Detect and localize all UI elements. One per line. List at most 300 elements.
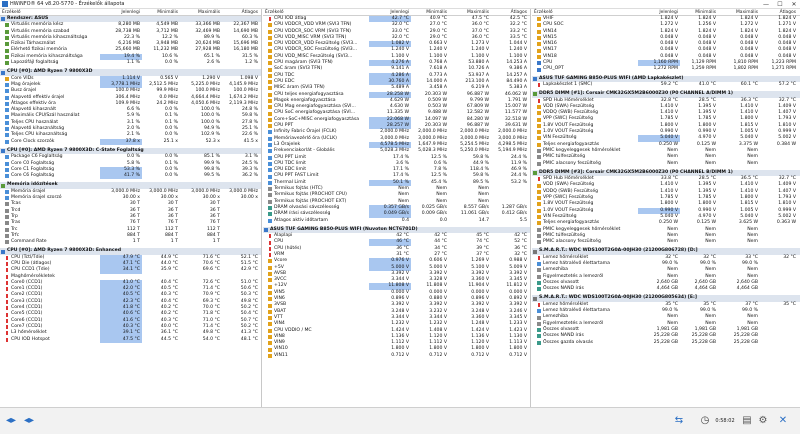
thermometer-icon — [6, 256, 8, 260]
max-value: 99.0 % — [741, 260, 758, 266]
current-value: Nem — [398, 198, 409, 204]
min-value: 0.503 W — [427, 104, 447, 110]
avg-value: 32 °C — [783, 254, 796, 260]
title-bar — [0, 0, 800, 9]
header-current[interactable]: Jelenlegi — [659, 10, 678, 15]
current-value: 1.1 % — [126, 60, 140, 66]
max-value: 11.904 V — [468, 283, 489, 289]
avg-value: 3.1 % — [244, 154, 258, 160]
avg-value: 11.577 W — [504, 110, 527, 116]
voltage-icon — [537, 36, 541, 40]
sensor-label: Memória időzítések — [7, 182, 58, 188]
voltage-icon — [268, 310, 272, 314]
sensor-label: CPU CCD1 (Tdie) — [11, 267, 50, 273]
min-value: 12.5 % — [430, 173, 447, 179]
min-value: 4.970 V — [698, 135, 716, 141]
clock-icon — [5, 96, 9, 100]
min-value: 42 °C — [434, 233, 447, 239]
sensor-label: VTT — [274, 314, 283, 320]
sensor-name-cell — [532, 286, 638, 292]
header-max[interactable]: Maximális — [467, 10, 489, 15]
current-value: 0.990 V — [660, 129, 678, 135]
min-value: 1.120 V — [429, 333, 447, 339]
min-value: 99.9 MHz — [156, 88, 178, 94]
header-min[interactable]: Minimális — [426, 10, 447, 15]
max-value: 1.273 V — [471, 41, 489, 47]
avg-value: 0.048 V — [778, 34, 796, 40]
sensor-label: ASUS TUF GAMING B850-PLUS WIFI (Nuvoton NCT6701D) — [270, 226, 418, 232]
header-current[interactable]: Jelenlegi — [390, 10, 409, 15]
motherboard-icon — [264, 228, 268, 232]
min-value: Nem — [705, 232, 716, 238]
current-value: 28,738 MB — [115, 28, 140, 34]
max-value: 4,050.6 MHz — [191, 100, 220, 106]
max-value: 12.582 W — [466, 110, 489, 116]
sensor-row[interactable] — [263, 353, 530, 359]
voltage-icon — [268, 23, 272, 27]
max-value: 2,640 GB — [736, 279, 758, 285]
max-value: 3.360 V — [471, 314, 489, 320]
header-min[interactable]: Minimális — [695, 10, 716, 15]
max-value: 0.048 V — [740, 34, 758, 40]
network-icon[interactable]: ⇆ — [674, 415, 684, 426]
sensor-row[interactable] — [532, 161, 800, 167]
sensor-label: Lemez hátralévő élettartama — [543, 260, 610, 266]
avg-value: 1.233 V — [509, 321, 527, 327]
status-icon — [537, 322, 541, 326]
max-value: Nem — [747, 147, 758, 153]
thermometer-icon — [538, 256, 540, 260]
usage-icon — [268, 156, 272, 160]
thermometer-icon — [6, 262, 8, 266]
status-icon — [537, 240, 541, 244]
sensor-label: Lapozófájl foglaltság — [11, 60, 59, 66]
sensor-label: +12V — [274, 283, 287, 289]
sensor-label: Lemezhiba — [543, 267, 568, 273]
max-value: 884 T — [206, 232, 220, 238]
sensor-label: CPU Mag energiafogyasztása (SVI... — [274, 104, 356, 110]
current-value: 4.276 A — [369, 60, 411, 66]
voltage-icon — [537, 130, 541, 134]
current-value: 1.100 V — [391, 53, 409, 59]
avg-value: 1.130 V — [509, 333, 527, 339]
sensor-label: VDD (SWA) Feszültség — [543, 182, 595, 188]
thermometer-icon — [6, 331, 8, 335]
current-value: 0.0 % — [126, 154, 140, 160]
min-value: 36.1 °C — [160, 330, 178, 336]
thermometer-icon — [269, 241, 271, 245]
current-value: 0.712 V — [391, 352, 409, 358]
memory-icon — [5, 23, 9, 27]
max-value: 100.0 % — [201, 107, 220, 113]
min-value: 0.773 A — [429, 72, 447, 78]
status-icon — [537, 155, 541, 159]
max-value: Nem — [747, 267, 758, 273]
sensor-label: VIN18 — [543, 53, 557, 59]
sensor-label: Átlagos effektív óra — [11, 100, 56, 106]
min-value: 1,981 GB — [694, 326, 716, 332]
sensor-label: CPU magáram (SVI3 TFN) — [274, 60, 333, 66]
min-value: 28.5 °C — [698, 176, 716, 182]
sensor-label: Thermal Limit — [274, 179, 306, 185]
max-value: 5,250.0 MHz — [460, 148, 489, 154]
sensor-label: CPU SOC — [543, 22, 564, 28]
voltage-icon — [268, 304, 272, 308]
current-value: 100.0 MHz — [115, 88, 140, 94]
avg-value: 0.048 V — [778, 47, 796, 53]
current-value: Nem — [667, 273, 678, 279]
max-value: 3.392 V — [471, 270, 489, 276]
sensor-label: Termikus fojtás (HTC) — [274, 186, 323, 192]
avg-value: 1.423 V — [509, 327, 527, 333]
avg-value: 3,000.0 MHz — [498, 135, 527, 141]
current-value: 39.1 °C — [100, 330, 142, 336]
min-value: 0.712 V — [429, 352, 447, 358]
thermometer-icon — [6, 306, 8, 310]
sensor-label: Figyelmeztetés a lemezről — [543, 273, 604, 279]
app-icon — [2, 1, 8, 7]
timing-icon — [5, 240, 9, 244]
avg-value: 31.5 % — [241, 53, 258, 59]
avg-value: 0.999 V — [778, 129, 796, 135]
max-value: 1.120 V — [471, 340, 489, 346]
header-min[interactable]: Minimális — [157, 10, 178, 15]
current-value: 0.048 V — [660, 34, 678, 40]
sensor-row[interactable] — [263, 218, 530, 224]
sensor-panel-1[interactable] — [0, 9, 262, 407]
min-value: 99.0 % — [699, 260, 716, 266]
max-value: 85.1 % — [203, 154, 220, 160]
avg-value: 9.386 A — [509, 66, 527, 72]
thermometer-icon — [269, 253, 271, 257]
sensor-panel-2[interactable] — [263, 9, 531, 407]
column-header — [532, 9, 800, 16]
avg-value: 52 °C — [514, 239, 527, 245]
sensor-row[interactable] — [0, 337, 261, 343]
sensor-row[interactable] — [532, 82, 800, 88]
min-value: 41.0 °C — [698, 81, 716, 87]
min-value: 10.6 % — [161, 53, 178, 59]
voltage-icon — [537, 42, 541, 46]
cpu-icon — [1, 149, 5, 153]
sensor-label: 3VCC — [274, 277, 287, 283]
transfer-icon — [537, 328, 541, 332]
avg-value: 50.6 °C — [240, 286, 258, 292]
avg-value: 1.810 V — [778, 201, 796, 207]
nav-left-icon[interactable]: ◂▸ — [5, 415, 17, 426]
avg-value: 0.412 GB/s — [501, 211, 527, 217]
header-avg[interactable]: Átlagos — [510, 10, 527, 15]
sensor-row[interactable] — [532, 66, 800, 72]
max-value: 1.410 V — [740, 110, 758, 116]
max-value: 94.9 % — [203, 126, 220, 132]
avg-value: 52.1 °C — [240, 254, 258, 260]
sensor-label: Összes olvasott — [543, 326, 579, 332]
current-value: 1.112 V — [391, 340, 409, 346]
min-value: 1.395 V — [698, 182, 716, 188]
min-value: 0.565 V — [160, 75, 178, 81]
thermometer-icon — [6, 294, 8, 298]
current-value: 25,228 GB — [653, 333, 678, 339]
max-value: 99.0 % — [741, 308, 758, 314]
current-value: 1.800 V — [660, 122, 678, 128]
sensor-label: Core6 (CCD1) — [11, 317, 43, 323]
max-value: 36.0 °C — [471, 34, 489, 40]
current-value: 22.3 % — [123, 34, 140, 40]
minimize-button[interactable]: — — [763, 1, 769, 8]
avg-value: 3.392 V — [509, 270, 527, 276]
avg-value: 22.6 % — [241, 132, 258, 138]
max-value: 74 °C — [476, 239, 489, 245]
usage-icon — [268, 162, 272, 166]
min-value: 1.785 V — [698, 116, 716, 122]
current-value: 41.7 % — [100, 173, 142, 179]
column-header — [0, 9, 261, 16]
avg-value: 50.4 °C — [240, 311, 258, 317]
avg-value: 1.098 V — [240, 75, 258, 81]
avg-value: 1.287 GB/s — [501, 204, 527, 210]
current-value: 2,000.0 MHz — [380, 129, 409, 135]
sensor-name-cell — [532, 340, 638, 346]
current-value: 4.630 W — [389, 104, 409, 110]
min-value: 1.100 V — [429, 53, 447, 59]
current-value: 11.808 V — [369, 283, 411, 289]
voltage-icon — [268, 259, 272, 263]
sensor-label: CPU IOD átlag — [274, 16, 307, 21]
sensor-label: DDR5 DIMM [#1]: Corsair CMK32GX5M2B6000Z30 (P0 CHANNEL A/DIMM 1) — [539, 91, 733, 97]
sensor-row[interactable] — [532, 239, 800, 245]
sensor-label: Core C0 Foglaltság — [11, 160, 55, 166]
min-value: 44 °C — [434, 239, 447, 245]
sensor-label: Memória órajel szorzó — [11, 195, 62, 201]
min-value: 24.2 MHz — [156, 100, 178, 106]
current-icon — [268, 80, 272, 84]
current-value: Nem — [667, 160, 678, 166]
sensor-label: Alapvető kihasználtság — [11, 126, 65, 132]
max-value: 60.1 °C — [740, 81, 758, 87]
sensor-label: Core4 (CCD1) — [11, 305, 43, 311]
sensor-label: CPU TDC — [274, 72, 295, 78]
sensor-label: Lemez hátralévő élettartama — [543, 308, 610, 314]
min-value: 40.3 °C — [160, 292, 178, 298]
current-value: 5.8 % — [126, 160, 140, 166]
status-icon — [268, 200, 272, 204]
sensor-row[interactable] — [532, 286, 800, 292]
transfer-icon — [537, 281, 541, 285]
max-value: 8.557 GB/s — [463, 204, 489, 210]
max-value: 2,000.0 MHz — [460, 129, 489, 135]
max-value: 20,624 MB — [195, 41, 220, 47]
current-value: 47.5 °C — [100, 337, 142, 343]
max-value: 30.00 x — [202, 195, 220, 201]
power-icon — [268, 112, 272, 116]
max-value: 1.800 V — [471, 346, 489, 352]
sensor-label: +5V — [274, 264, 284, 270]
nav-right-icon[interactable]: ◂▸ — [23, 415, 35, 426]
sensor-label: Core VIDs — [11, 75, 34, 81]
min-value: 9.488 W — [427, 110, 447, 116]
memory-icon — [533, 92, 537, 96]
sensor-label: VHIF — [543, 16, 554, 21]
header-avg[interactable]: Átlagos — [241, 10, 258, 15]
current-value: 0.357 GB/s — [369, 205, 411, 211]
sensor-row[interactable] — [0, 239, 261, 245]
current-value: Nem — [398, 192, 409, 198]
voltage-icon — [537, 215, 541, 219]
max-value: 1.269 V — [471, 258, 489, 264]
sensor-label: CPU (Tctl/Tdie) — [11, 254, 45, 260]
sensor-label: PMIC alacsony feszültség — [543, 160, 601, 166]
max-value: 3.625 W — [738, 220, 758, 226]
header-sensor[interactable]: Érzékelő — [2, 10, 21, 15]
clock-icon[interactable]: ◷ — [700, 415, 710, 426]
sensor-row[interactable] — [0, 60, 261, 66]
min-value: 2,512.5 MHz — [149, 81, 178, 87]
memory-icon — [5, 55, 9, 59]
sensor-label: VBAT — [274, 308, 286, 314]
sensor-label: Teljes energiafogyasztás — [543, 220, 600, 226]
power-icon — [268, 105, 272, 109]
max-value: 36 T — [209, 213, 220, 219]
max-value: 1.800 V — [740, 116, 758, 122]
max-value: 44.9 % — [472, 160, 489, 166]
sensor-row[interactable] — [0, 173, 261, 179]
sensor-label: Trp — [11, 213, 18, 219]
header-sensor[interactable]: Érzékelő — [534, 10, 553, 15]
min-value: 34 °C — [434, 245, 447, 251]
memory-icon — [533, 171, 537, 175]
max-value: 99.9 % — [203, 160, 220, 166]
avg-value: 3.345 V — [509, 314, 527, 320]
max-value: 71.4 °C — [202, 323, 220, 329]
current-value: 1,160 RPM — [638, 60, 680, 66]
min-value: 1.824 V — [698, 28, 716, 34]
max-value: 1.824 V — [740, 28, 758, 34]
thermometer-icon — [6, 313, 8, 317]
current-value: 0.048 V — [660, 41, 678, 47]
avg-value: 11.9 % — [510, 160, 527, 166]
transfer-icon — [268, 212, 272, 216]
current-value: 3.248 V — [391, 308, 409, 314]
avg-value: 11.812 V — [506, 283, 527, 289]
max-value: Nem — [747, 160, 758, 166]
settings-icon[interactable]: ⚙ — [758, 415, 768, 426]
thermometer-icon — [6, 338, 8, 342]
min-value: 7.8 % — [433, 167, 447, 173]
close-button[interactable]: ✕ — [791, 1, 797, 8]
min-value: 1.800 V — [429, 346, 447, 352]
current-value: 99.0 % — [661, 308, 678, 314]
header-sensor[interactable]: Érzékelő — [265, 10, 284, 15]
voltage-icon — [268, 291, 272, 295]
avg-value: 42 °C — [514, 233, 527, 239]
sensor-label: VIN11 — [274, 352, 288, 358]
current-value: 3.392 V — [391, 270, 409, 276]
exit-icon[interactable]: ✕ — [778, 415, 788, 426]
status-bar — [0, 407, 800, 434]
max-value: 1.272 V — [740, 22, 758, 28]
status-icon — [537, 268, 541, 272]
sensor-label: Busz órajel — [11, 88, 37, 94]
sensor-label: AVSB — [274, 270, 287, 276]
current-value: 17.4 % — [392, 154, 409, 160]
current-value: 11.335 W — [386, 110, 409, 116]
header-max[interactable]: Maximális — [198, 10, 220, 15]
voltage-icon — [268, 36, 272, 40]
voltage-icon — [268, 266, 272, 270]
current-value: 41.0 °C — [100, 280, 142, 286]
avg-value: 0.000 V — [509, 289, 527, 295]
maximize-button[interactable]: ☐ — [777, 1, 783, 8]
sensor-rows — [532, 16, 800, 346]
status-icon — [537, 149, 541, 153]
sensor-label: VIN Feszültség — [543, 135, 577, 141]
sensor-row[interactable] — [532, 340, 800, 346]
avg-value: 1.824 V — [778, 28, 796, 34]
voltage-icon — [537, 196, 541, 200]
report-icon[interactable]: ▤ — [742, 415, 752, 426]
current-value: 6.6 % — [126, 107, 140, 113]
current-value: 2.0 % — [126, 126, 140, 132]
current-value: 28.257 W — [369, 123, 411, 129]
voltage-icon — [268, 297, 272, 301]
header-avg[interactable]: Átlagos — [779, 10, 796, 15]
min-value: 3.344 V — [429, 314, 447, 320]
sensor-label: L3 Órajelek — [274, 141, 301, 147]
current-value: 17.4 % — [392, 173, 409, 179]
current-value: 99.0 % — [661, 260, 678, 266]
current-value: 4,578.5 MHz — [369, 142, 411, 148]
sensor-label: Core C6 Foglaltság — [11, 173, 55, 179]
cpu-icon — [1, 250, 5, 254]
sensor-panel-3[interactable] — [532, 9, 800, 407]
header-max[interactable]: Maximális — [736, 10, 758, 15]
max-value: 1.424 V — [471, 327, 489, 333]
min-value: 36 T — [167, 207, 178, 213]
avg-value: 1.824 V — [778, 16, 796, 21]
sensor-label: SPD Hub Hőmérséklet — [543, 176, 594, 182]
min-value: 884 T — [164, 232, 178, 238]
sensor-rows — [263, 16, 530, 359]
thermometer-icon — [269, 17, 271, 21]
max-value: 99.8 % — [203, 166, 220, 172]
timing-icon — [5, 215, 9, 219]
min-value: 3.458 A — [429, 85, 447, 91]
min-value: 20.303 W — [424, 91, 447, 97]
min-value: 0.048 V — [698, 53, 716, 59]
min-value: 36 T — [167, 213, 178, 219]
min-value: 35 °C — [703, 301, 716, 307]
max-value: 71.4 °C — [202, 286, 220, 292]
max-value: 96.887 W — [466, 91, 489, 97]
max-value: 30 T — [209, 201, 220, 207]
sensor-label: VIN4 — [274, 321, 285, 327]
usage-icon — [537, 309, 541, 313]
current-value: 1.410 V — [660, 182, 678, 188]
sensor-label: CPU TDC limit — [274, 160, 306, 166]
sensor-label: Package C6 Foglaltság — [11, 154, 63, 160]
avg-value: 39.3 % — [241, 166, 258, 172]
header-current[interactable]: Jelenlegi — [121, 10, 140, 15]
max-value: 70.0 °C — [202, 305, 220, 311]
voltage-icon — [268, 348, 272, 352]
avg-value: 59.8 % — [241, 113, 258, 119]
current-value: 47.1 °C — [100, 261, 142, 267]
sensor-row[interactable] — [0, 139, 261, 145]
max-value: 1,981 GB — [736, 326, 758, 332]
max-value: 3.360 V — [471, 277, 489, 283]
current-value: 42.7 °C — [369, 16, 411, 22]
